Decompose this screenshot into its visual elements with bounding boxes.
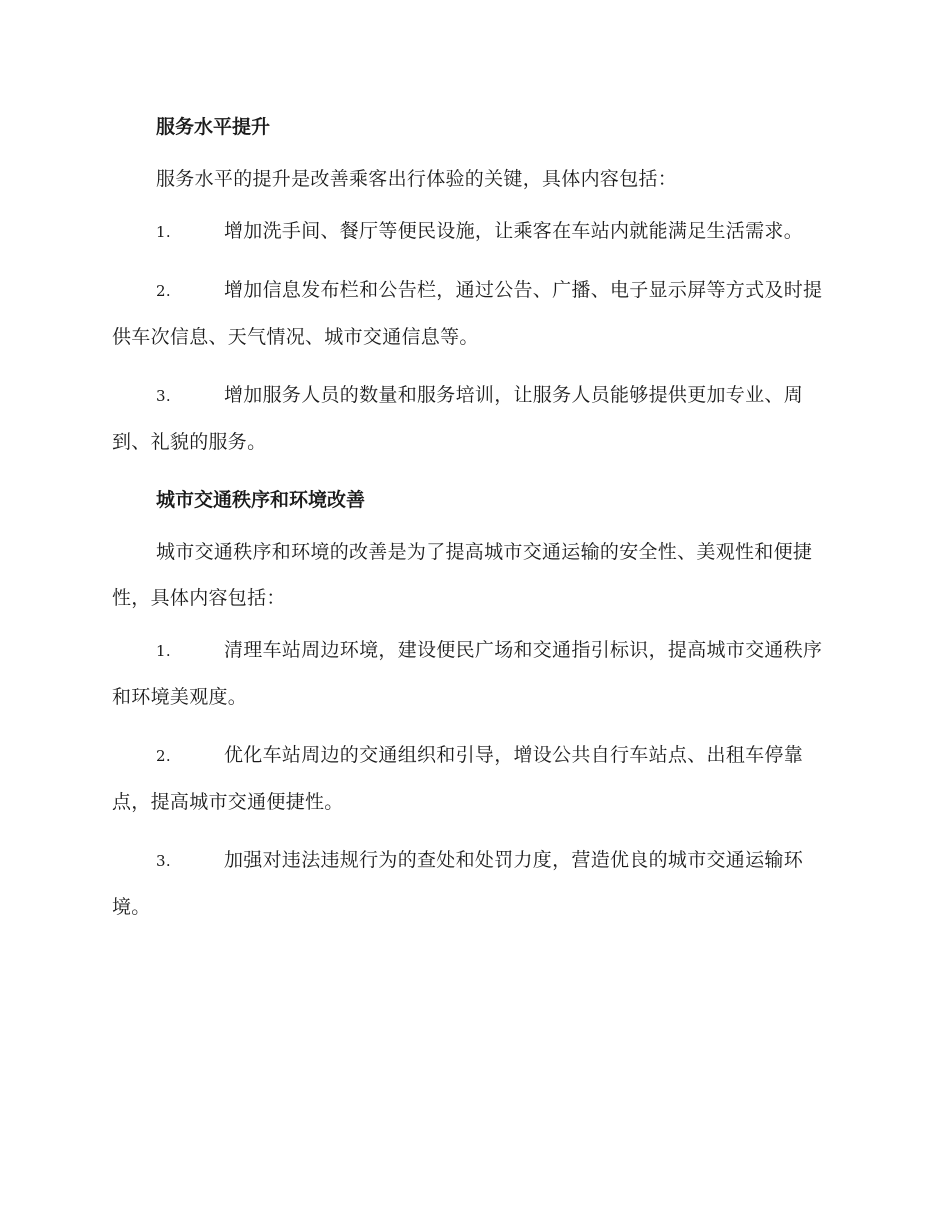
section-heading: 城市交通秩序和环境改善 (156, 489, 366, 511)
list-item (112, 267, 834, 360)
list-item (112, 732, 834, 825)
list-item-text: 优化车站周边的交通组织和引导，增设公共自行车站点、出租车停靠点，提高城市交通便捷性。 (112, 744, 804, 813)
list-item-number: 2. (156, 282, 171, 300)
list-item-text: 加强对违法违规行为的查处和处罚力度，营造优良的城市交通运输环境。 (112, 849, 804, 918)
list-item-text: 清理车站周边环境，建设便民广场和交通指引标识，提高城市交通秩序和环境美观度。 (112, 639, 823, 708)
list-item-text: 增加洗手间、餐厅等便民设施，让乘客在车站内就能满足生活需求。 (224, 220, 804, 242)
list-item (112, 627, 834, 720)
list-item-number: 1. (156, 223, 171, 241)
list-item (112, 372, 834, 465)
document-body (112, 104, 834, 942)
list-item-number: 1. (156, 642, 171, 660)
section-intro: 服务水平的提升是改善乘客出行体验的关键，具体内容包括： (156, 168, 678, 190)
list-item-text: 增加服务人员的数量和服务培训，让服务人员能够提供更加专业、周到、礼貌的服务。 (112, 384, 804, 453)
list-item (112, 208, 834, 255)
list-item-number: 3. (156, 387, 171, 405)
list-item-text: 增加信息发布栏和公告栏，通过公告、广播、电子显示屏等方式及时提供车次信息、天气情况、城市交通信息等。 (112, 279, 823, 348)
section-traffic-order (112, 477, 834, 930)
section-intro: 城市交通秩序和环境的改善是为了提高城市交通运输的安全性、美观性和便捷性，具体内容包括： (112, 541, 813, 609)
list-item (112, 837, 834, 930)
section-service-level (112, 104, 834, 465)
section-heading: 服务水平提升 (156, 116, 271, 138)
list-item-number: 3. (156, 852, 171, 870)
list-item-number: 2. (156, 747, 171, 765)
